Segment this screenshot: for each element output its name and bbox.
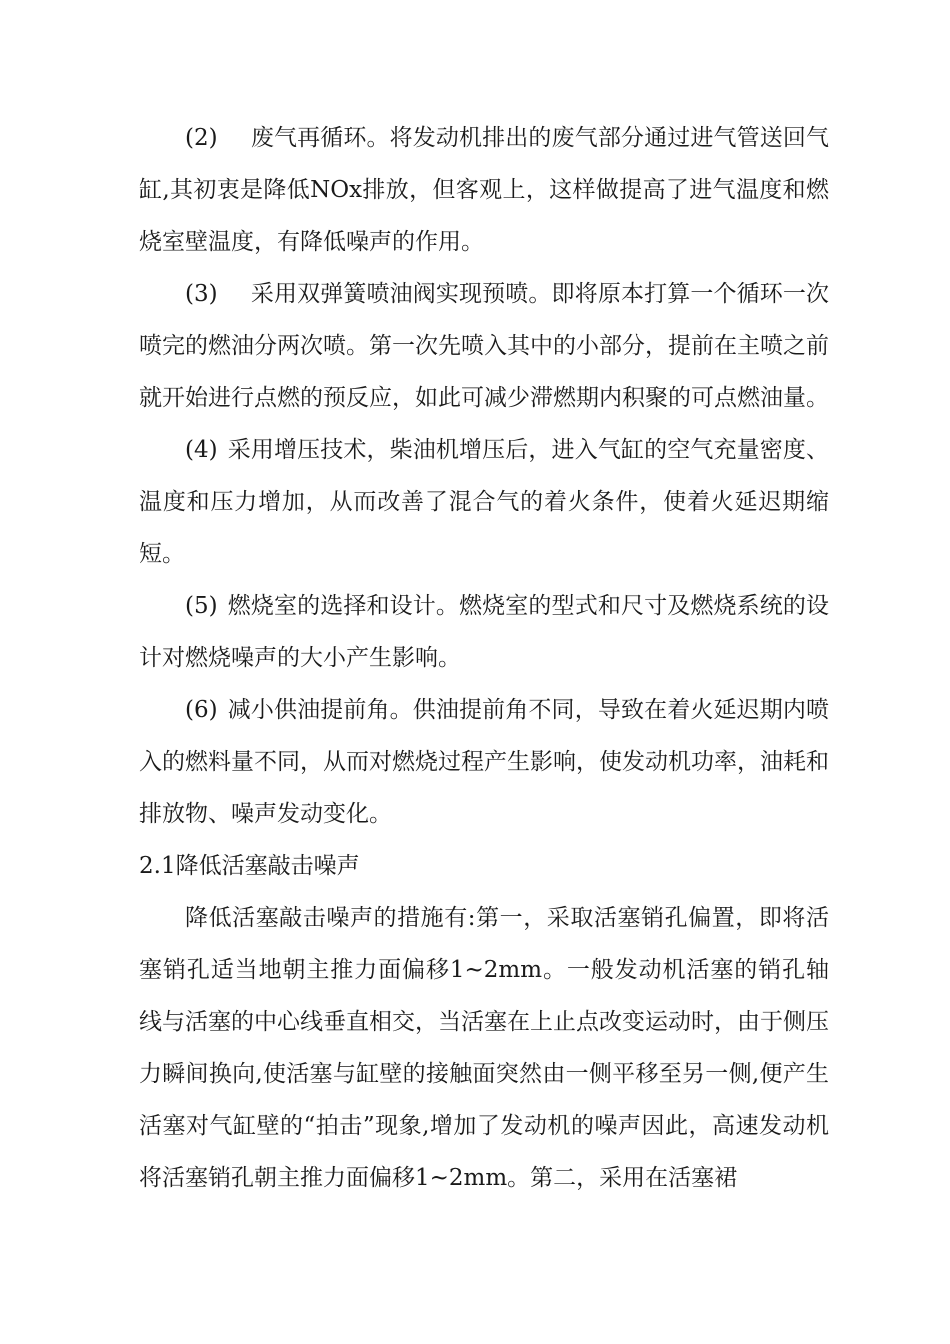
- paragraph-number: (4): [185, 437, 218, 463]
- paragraph-text: 减小供油提前角。供油提前角不同，导致在着火延迟期内喷入的燃料量不同，从而对燃烧过程产生影响，使发动机功率，油耗和排放物、噪声发动变化。: [139, 697, 829, 827]
- paragraph-item-4: [139, 424, 829, 580]
- paragraph-number: (2): [185, 125, 218, 151]
- paragraph-text: 燃烧室的选择和设计。燃烧室的型式和尺寸及燃烧系统的设计对燃烧噪声的大小产生影响。: [139, 593, 829, 671]
- paragraph-text: 采用增压技术，柴油机增压后，进入气缸的空气充量密度、温度和压力增加，从而改善了混合气的着火条件，使着火延迟期缩短。: [139, 437, 829, 567]
- section-paragraph: 降低活塞敲击噪声的措施有:第一，采取活塞销孔偏置，即将活塞销孔适当地朝主推力面偏移1~2mm。一般发动机活塞的销孔轴线与活塞的中心线垂直相交，当活塞在上止点改变运动时，由于侧压力瞬间换向,使活塞与缸壁的接触面突然由一侧平移至另一侧,便产生活塞对气缸壁的“拍击”现象,增加了发动机的噪声因此，高速发动机将活塞销孔朝主推力面偏移1~2mm。第二，采用在活塞裙: [139, 905, 829, 1191]
- paragraph-item-5: [139, 580, 829, 684]
- paragraph-item-6: [139, 684, 829, 840]
- paragraph-number: (3): [185, 281, 218, 307]
- paragraph-text: 采用双弹簧喷油阀实现预喷。即将原本打算一个循环一次喷完的燃油分两次喷。第一次先喷入其中的小部分，提前在主喷之前就开始进行点燃的预反应，如此可减少滞燃期内积聚的可点燃油量。: [139, 281, 829, 411]
- paragraph-item-2: [139, 112, 829, 268]
- paragraph-number: (5): [185, 593, 218, 619]
- paragraph-text: 废气再循环。将发动机排出的废气部分通过进气管送回气缸,其初衷是降低NOx排放，但客观上，这样做提高了进气温度和燃烧室壁温度，有降低噪声的作用。: [139, 125, 829, 255]
- section-heading: 2.1降低活塞敲击噪声: [139, 853, 360, 879]
- paragraph-number: (6): [185, 697, 218, 723]
- paragraph-item-3: [139, 268, 829, 424]
- document-body: [139, 112, 829, 1204]
